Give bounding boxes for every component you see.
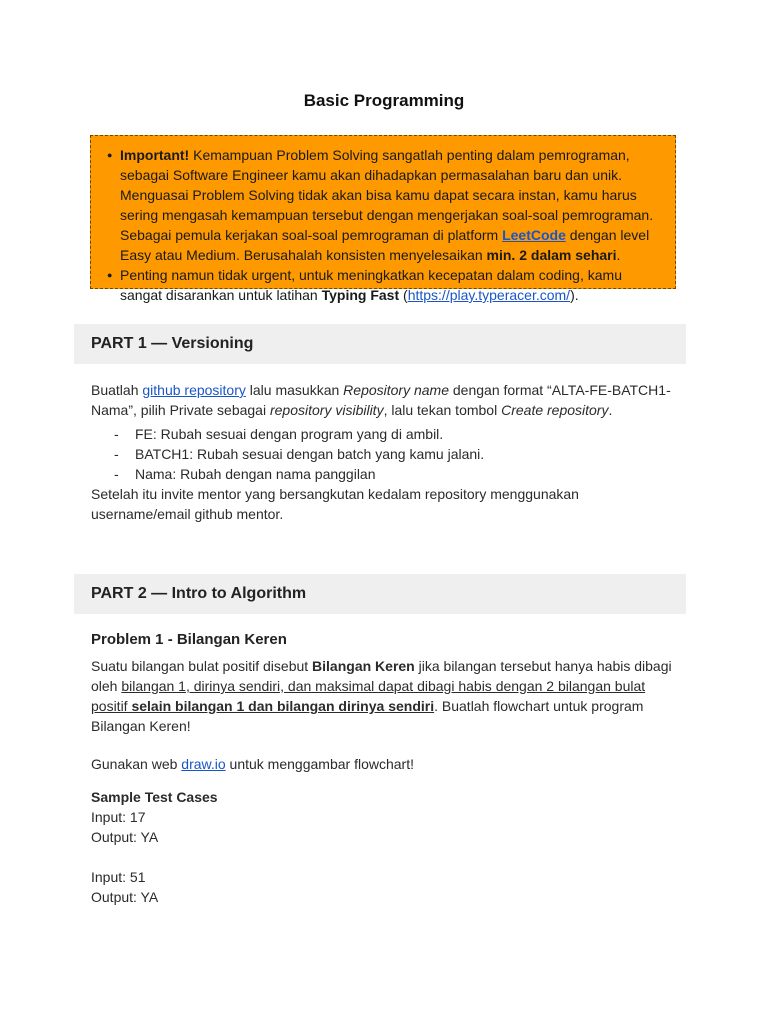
text: Bilangan Keren [312,658,415,674]
important-callout [90,135,676,303]
list-item: - Nama: Rubah dengan nama panggilan [91,464,681,484]
typeracer-link[interactable]: https://play.typeracer.com/ [407,287,571,303]
github-repository-link[interactable]: github repository [142,382,246,398]
problem-description [91,656,681,736]
callout-text: ). [570,287,579,303]
case-output: Output: YA [91,829,159,845]
sample-test-cases [91,787,681,907]
part1-paragraph [91,380,681,420]
format-list [91,424,681,484]
text: Repository name [343,382,449,398]
text: Create repository [501,402,609,418]
part1-instructions [91,380,681,524]
typing-fast-label: Typing Fast [321,287,400,303]
text: dengan format “ALTA-FE-BATCH1-Nama”, pilih Private sebagai [91,382,671,418]
text: Gunakan web [91,756,182,772]
part2-heading: PART 2 — Intro to Algorithm [74,574,686,614]
sample-heading: Sample Test Cases [91,789,218,805]
part1-heading: PART 1 — Versioning [74,324,686,364]
case-input: Input: 17 [91,809,146,825]
list-item: - FE: Rubah sesuai dengan program yang di ambil. [91,424,681,444]
text: Buatlah [91,382,143,398]
page-title: Basic Programming [303,91,465,110]
important-label: Important! [120,147,190,163]
callout-item-important [105,145,661,265]
callout-text: Kemampuan Problem Solving sangatlah penting dalam pemrograman, sebagai Software Engineer kamu akan dihadapkan permasalahan baru dan unik. Menguasai Problem Solving tidak akan bisa kamu dapat secara instan, kamu harus sering mengasah kemampuan tersebut dengan mengerjakan soal-soal pemrograman. Sebagai pemula kerjakan soal-soal pemrograman di platform [120,147,654,243]
draw-io-instruction [91,754,681,774]
callout-text: Penting namun tidak urgent, untuk meningkatkan kecepatan dalam coding, kamu sangat disarankan untuk latihan [120,267,622,303]
callout-text: . [616,247,621,263]
case-input: Input: 51 [91,869,146,885]
min-per-day-text: min. 2 dalam sehari [486,247,617,263]
text: lalu masukkan [245,382,344,398]
text: repository visibility [269,402,384,418]
invite-mentor-text: Setelah itu invite mentor yang bersangkutan kedalam repository menggunakan username/email github mentor. [91,486,579,522]
text: , lalu tekan tombol [383,402,502,418]
text: Suatu bilangan bulat positif disebut [91,658,313,674]
problem-title: Problem 1 - Bilangan Keren [91,631,287,648]
text: untuk menggambar flowchart! [225,756,414,772]
text: jika bilangan tersebut hanya habis dibagi oleh [91,658,672,694]
text: . [608,402,613,418]
text: selain bilangan 1 dan bilangan dirinya sendiri [131,698,435,714]
leetcode-link[interactable]: LeetCode [502,227,566,243]
text: . Buatlah flowchart untuk program Bilangan Keren! [91,698,644,734]
callout-item-typing [105,265,661,305]
case-output: Output: YA [91,889,159,905]
text: bilangan 1, dirinya sendiri, dan maksimal dapat dibagi habis dengan 2 bilangan bulat positif [91,678,646,714]
callout-text: ( [399,287,408,303]
draw-io-link[interactable]: draw.io [181,756,226,772]
callout-text: dengan level Easy atau Medium. Berusahalah konsisten menyelesaikan [120,227,650,263]
list-item: - BATCH1: Rubah sesuai dengan batch yang kamu jalani. [91,444,681,464]
